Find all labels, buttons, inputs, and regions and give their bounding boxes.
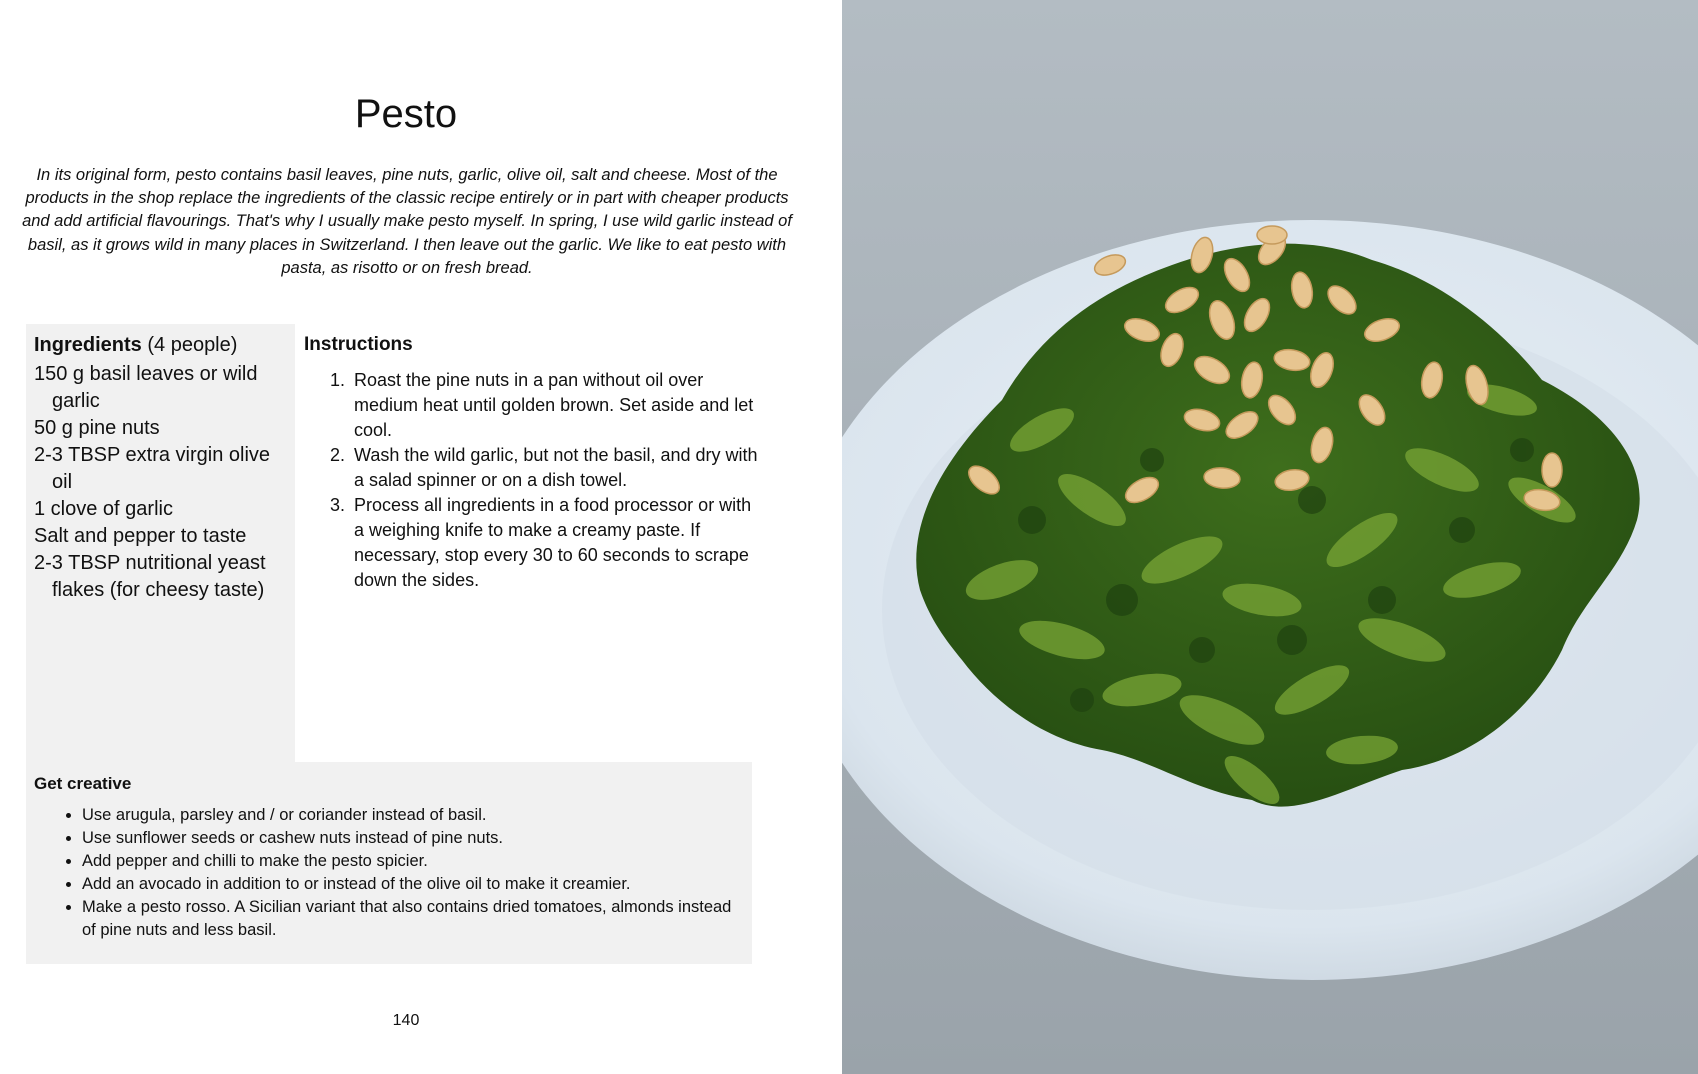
- ingredient-item: Salt and pepper to taste: [34, 525, 247, 547]
- creative-tip: • Add an avocado in addition to or instead of the olive oil to make it creamier.: [82, 873, 744, 896]
- get-creative-list: [34, 804, 744, 942]
- pesto-pasta-photo: [842, 0, 1698, 1074]
- creative-tip: • Make a pesto rosso. A Sicilian variant that also contains dried tomatoes, almonds instead of pine nuts and less basil.: [82, 896, 744, 942]
- get-creative-heading: Get creative: [34, 774, 132, 793]
- photo-illustration: [842, 0, 1698, 1074]
- recipe-intro: In its original form, pesto contains basil leaves, pine nuts, garlic, olive oil, salt and cheese. Most of the products in the shop replace the ingredients of the classic recipe entirely or in part with cheaper products and add artificial flavourings. That's why I usually make pesto myself. In spring, I use wild garlic instead of basil, as it grows wild in many places in Switzerland. I then leave out the garlic. We like to eat pesto with pasta, as risotto or on fresh bread.: [22, 166, 792, 277]
- ingredient-item: 50 g pine nuts: [34, 417, 160, 439]
- ingredients-heading: Ingredients: [34, 334, 142, 356]
- instruction-step: 1. Roast the pine nuts in a pan without oil over medium heat until golden brown. Set aside and let cool.: [350, 368, 764, 443]
- recipe-title: Pesto: [354, 92, 458, 136]
- ingredient-item: 1 clove of garlic: [34, 498, 173, 520]
- ingredients-servings: (4 people): [141, 334, 238, 356]
- creative-tip: • Use arugula, parsley and / or coriander instead of basil.: [82, 804, 744, 827]
- ingredients-panel: [26, 324, 295, 764]
- ingredients-header: [34, 332, 295, 359]
- creative-tip: • Use sunflower seeds or cashew nuts instead of pine nuts.: [82, 827, 744, 850]
- instructions-heading: Instructions: [304, 334, 413, 355]
- ingredient-item: 150 g basil leaves or wild garlic: [34, 363, 258, 412]
- ingredient-item: 2-3 TBSP nutritional yeast flakes (for cheesy taste): [34, 552, 266, 601]
- instructions-list: [304, 368, 764, 593]
- instructions-section: [304, 332, 764, 593]
- recipe-page: [0, 0, 842, 1074]
- ingredients-list: [34, 361, 295, 604]
- get-creative-panel: [26, 762, 752, 964]
- page-number: 140: [392, 1012, 420, 1029]
- instruction-step: 2. Wash the wild garlic, but not the basil, and dry with a salad spinner or on a dish towel.: [350, 443, 764, 493]
- instruction-step: 3. Process all ingredients in a food processor or with a weighing knife to make a creamy paste. If necessary, stop every 30 to 60 seconds to scrape down the sides.: [350, 493, 764, 593]
- creative-tip: • Add pepper and chilli to make the pesto spicier.: [82, 850, 744, 873]
- ingredient-item: 2-3 TBSP extra virgin olive oil: [34, 444, 271, 493]
